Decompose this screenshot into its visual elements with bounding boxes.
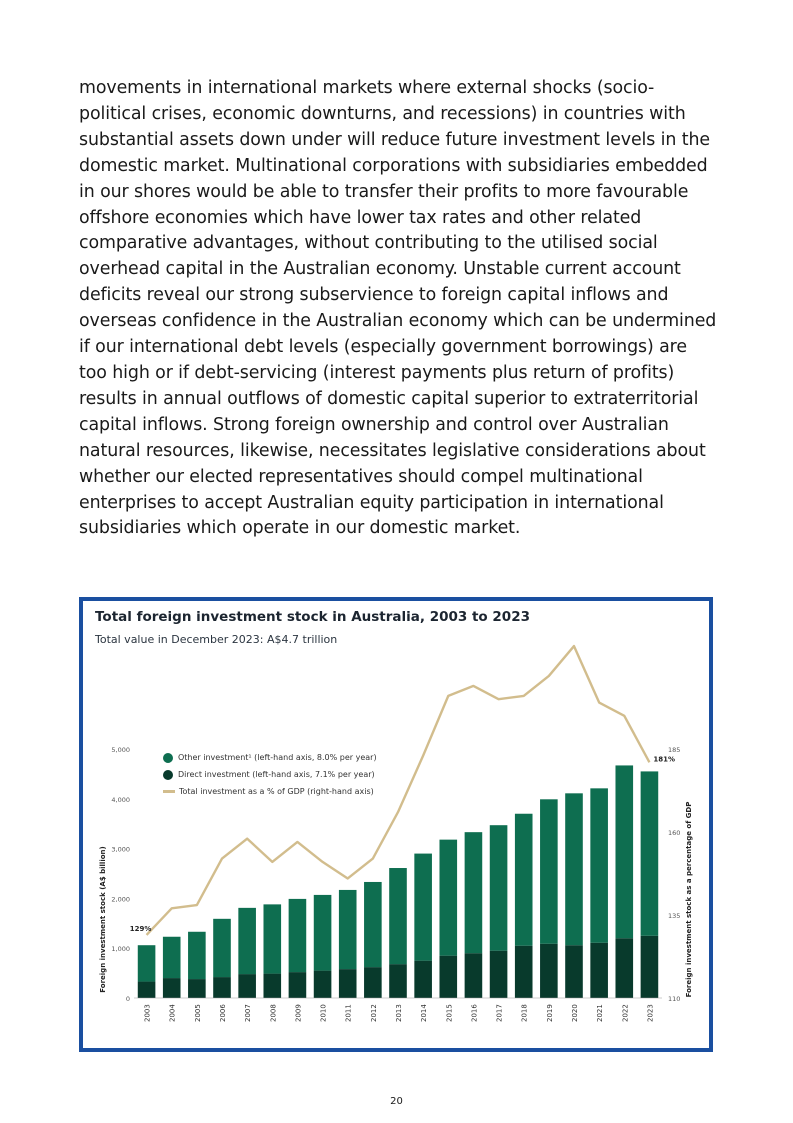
bar-other-2015: [439, 840, 457, 956]
x-tick-label: 2022: [621, 1004, 630, 1022]
y-tick-label: 2,000: [111, 895, 130, 904]
legend-label-gdp: Total investment as a % of GDP (right-hand axis): [179, 787, 374, 796]
bar-direct-2013: [389, 964, 407, 998]
y2-axis-title: Foreign investment stock as a percentage of GDP: [685, 801, 693, 998]
legend-item-direct: [163, 766, 377, 783]
bar-other-2010: [314, 895, 332, 971]
x-tick-label: 2005: [193, 1004, 202, 1022]
x-tick-label: 2018: [520, 1004, 529, 1022]
x-tick-label: 2021: [596, 1004, 605, 1022]
y2-tick-label: 185: [668, 746, 681, 754]
chart-figure: [79, 597, 713, 1052]
x-tick-label: 2019: [545, 1004, 554, 1022]
legend-label-direct: Direct investment (left-hand axis, 7.1% per year): [178, 770, 375, 779]
y-tick-label: 1,000: [111, 945, 130, 954]
y2-tick-label: 160: [668, 829, 681, 837]
bar-direct-2003: [138, 982, 156, 998]
bar-direct-2012: [364, 967, 382, 998]
bar-other-2019: [540, 799, 558, 943]
bar-direct-2018: [515, 946, 533, 998]
y-tick-label: 3,000: [111, 845, 130, 854]
legend-item-gdp: [163, 783, 377, 800]
bar-other-2007: [238, 908, 256, 974]
x-tick-label: 2006: [219, 1004, 227, 1022]
bar-other-2022: [615, 765, 633, 938]
legend-swatch-gdp: [163, 790, 175, 793]
body-paragraph: movements in international markets where external shocks (socio-political crises, economic downturns, and recessions) in countries with substantial assets down under will reduce future investment levels in the domestic market. Multinational corporations with subsidiaries embedded in our shores would be able to transfer their profits to more favourable offshore economies which have lower tax rates and other related comparative advantages, without contributing to the utilised social overhead capital in the Australian economy. Unstable current account deficits reveal our strong subservience to foreign capital inflows and overseas confidence in the Australian economy which can be undermined if our international debt levels (especially government borrowings) are too high or if debt-servicing (interest payments plus return of profits) results in annual outflows of domestic capital superior to extraterritorial capital inflows. Strong foreign ownership and control over Australian natural resources, likewise, necessitates legislative considerations about whether our elected representatives should compel multinational enterprises to accept Australian equity participation in international subsidiaries which operate in our domestic market.: [79, 78, 717, 539]
chart-legend: [163, 749, 377, 800]
x-tick-label: 2004: [168, 1004, 177, 1022]
x-tick-label: 2014: [420, 1004, 429, 1022]
legend-swatch-other: [163, 753, 173, 763]
y2-tick-label: 135: [668, 912, 681, 920]
x-tick-label: 2009: [294, 1004, 303, 1022]
y-axis-title: Foreign investment stock (A$ billion): [99, 846, 107, 993]
bar-other-2012: [364, 882, 382, 967]
y-tick-label: 5,000: [111, 746, 130, 754]
bar-other-2006: [213, 919, 231, 977]
x-tick-label: 2017: [495, 1004, 504, 1022]
annotation-end: 181%: [653, 755, 676, 764]
bar-direct-2009: [289, 972, 307, 998]
bar-direct-2023: [641, 936, 659, 998]
bar-direct-2006: [213, 977, 231, 998]
bar-other-2008: [263, 904, 281, 973]
bar-direct-2021: [590, 943, 608, 998]
bar-other-2009: [289, 899, 307, 972]
bar-direct-2010: [314, 971, 332, 998]
bar-other-2016: [465, 832, 483, 953]
chart-subtitle: Total value in December 2023: A$4.7 trillion: [95, 633, 338, 646]
x-tick-label: 2010: [319, 1004, 328, 1022]
bar-other-2011: [339, 890, 357, 969]
legend-label-other: Other investment¹ (left-hand axis, 8.0% per year): [178, 753, 377, 762]
bar-other-2005: [188, 932, 206, 979]
bar-other-2017: [490, 825, 508, 950]
chart-canvas: [83, 601, 709, 1048]
x-tick-label: 2007: [244, 1004, 253, 1022]
bar-other-2004: [163, 937, 181, 978]
y-tick-label: 0: [125, 995, 130, 1003]
bar-other-2014: [414, 854, 432, 961]
chart-title: Total foreign investment stock in Australia, 2003 to 2023: [95, 609, 530, 625]
bar-direct-2019: [540, 944, 558, 998]
bar-other-2020: [565, 793, 583, 945]
x-tick-label: 2013: [395, 1004, 403, 1022]
bar-direct-2014: [414, 961, 432, 998]
x-tick-label: 2012: [369, 1004, 378, 1022]
bar-other-2013: [389, 868, 407, 964]
bar-direct-2007: [238, 974, 256, 998]
x-tick-label: 2016: [470, 1004, 479, 1022]
annotation-start: 129%: [129, 924, 152, 933]
bar-direct-2008: [263, 974, 281, 998]
x-tick-label: 2020: [571, 1004, 579, 1022]
bar-direct-2020: [565, 945, 583, 998]
bar-direct-2015: [439, 956, 457, 998]
bar-other-2021: [590, 788, 608, 942]
bar-other-2018: [515, 814, 533, 946]
bar-direct-2004: [163, 978, 181, 998]
legend-item-other: [163, 749, 377, 766]
x-tick-label: 2011: [344, 1004, 353, 1022]
legend-swatch-direct: [163, 770, 173, 780]
x-tick-label: 2015: [445, 1004, 454, 1022]
x-tick-label: 2008: [269, 1004, 278, 1022]
page-number: 20: [390, 1096, 403, 1107]
x-tick-label: 2023: [646, 1004, 655, 1022]
bar-direct-2016: [465, 953, 483, 998]
bar-other-2003: [138, 945, 156, 981]
bar-direct-2011: [339, 969, 357, 998]
bar-direct-2022: [615, 938, 633, 998]
bar-other-2023: [641, 771, 659, 935]
bar-direct-2017: [490, 951, 508, 998]
y2-tick-label: 110: [668, 995, 681, 1003]
bar-direct-2005: [188, 979, 206, 998]
x-tick-label: 2003: [143, 1004, 152, 1022]
y-tick-label: 4,000: [111, 795, 130, 804]
